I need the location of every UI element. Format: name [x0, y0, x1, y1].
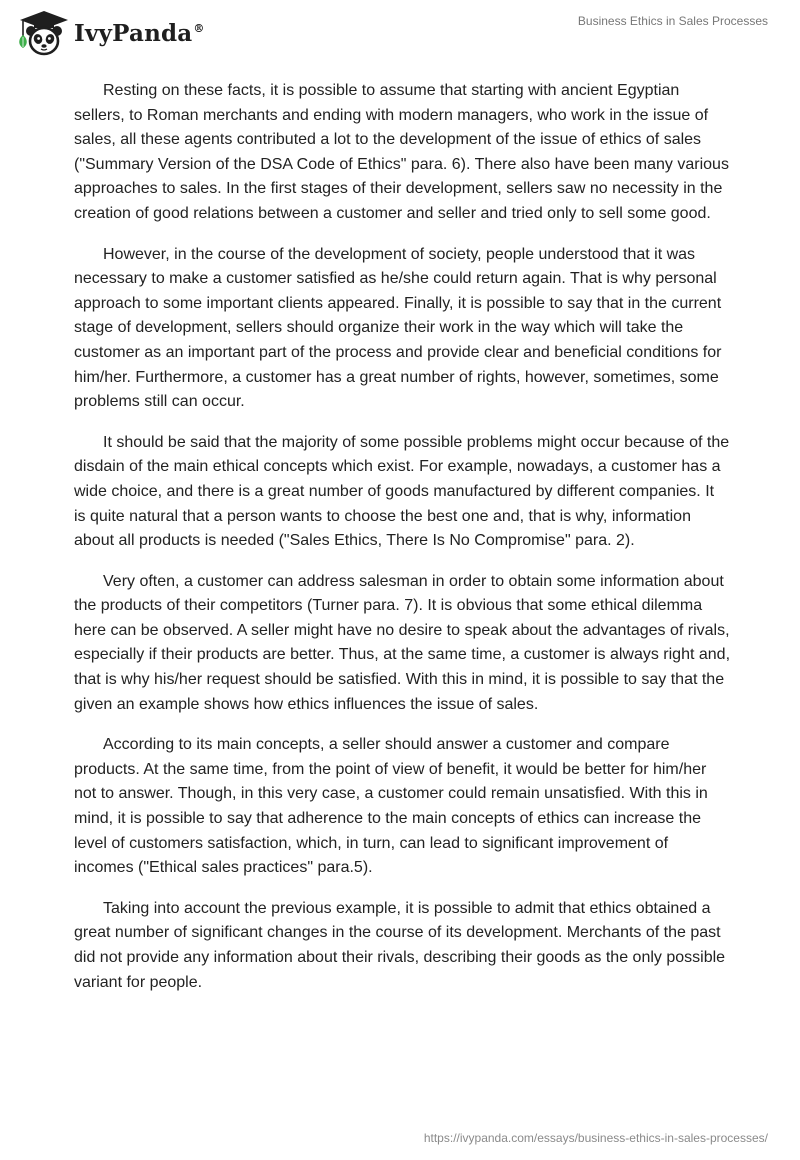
essay-body: [74, 79, 730, 1011]
paragraph: According to its main concepts, a seller should answer a customer and compare products. At the same time, from the point of view of benefit, it would be better for him/her not to answer. Though, in this very case, a customer could remain unsatisfied. With this in mind, it is possible to say that adherence to the main concepts of ethics can increase the level of customers satisfaction, which, in turn, can lead to significant improvement of incomes ("Ethical sales practices" para.5).: [74, 736, 708, 877]
panda-graduation-cap-logo-icon: [14, 6, 70, 58]
paragraph: Very often, a customer can address salesman in order to obtain some information about the products of their competitors (Turner para. 7). It is obvious that some ethical dilemma here can be observed. A seller might have no desire to speak about the advantages of rivals, especially if their products are better. Thus, at the same time, a customer is always right and, that is why his/her request should be satisfied. With this in mind, it is possible to say that the given an example shows how ethics influences the issue of sales.: [74, 572, 731, 713]
document-title: Business Ethics in Sales Processes: [577, 14, 768, 28]
ivypanda-logo[interactable]: [14, 6, 205, 58]
trademark-symbol: ®: [193, 21, 205, 35]
paragraph: However, in the course of the development of society, people understood that it was necessary to make a customer satisfied as he/she could return again. That is why personal approach to some important clients appeared. Finally, it is possible to say that in the current stage of development, sellers should organize their work in the way which will take the customer as an important part of the process and provide clear and beneficial conditions for him/her. Furthermore, a customer has a great number of rights, however, sometimes, some problems still can occur.: [74, 245, 722, 411]
source-url-link[interactable]: https://ivypanda.com/essays/business-ethics-in-sales-processes/: [423, 1131, 768, 1145]
brand-name: IvyPanda®: [74, 19, 205, 47]
paragraph: Resting on these facts, it is possible to assume that starting with ancient Egyptian sellers, to Roman merchants and ending with modern managers, who work in the issue of sales, all these agents contributed a lot to the development of the issue of ethics of sales ("Summary Version of the DSA Code of Ethics" para. 6). There also have been many various approaches to sales. In the first stages of their development, sellers saw no necessity in the creation of good relations between a customer and seller and tried only to sell some good.: [74, 82, 729, 222]
page-header: [0, 0, 800, 60]
paragraph: Taking into account the previous example, it is possible to admit that ethics obtained a great number of significant changes in the course of its development. Merchants of the past did not provide any information about their rivals, describing their goods as the only possible variant for people.: [74, 899, 726, 991]
paragraph: It should be said that the majority of some possible problems might occur because of the disdain of the main ethical concepts which exist. For example, nowadays, a customer has a wide choice, and there is a great number of goods manufactured by different companies. It is quite natural that a person wants to choose the best one and, that is why, information about all products is needed ("Sales Ethics, There Is No Compromise" para. 2).: [74, 433, 730, 550]
